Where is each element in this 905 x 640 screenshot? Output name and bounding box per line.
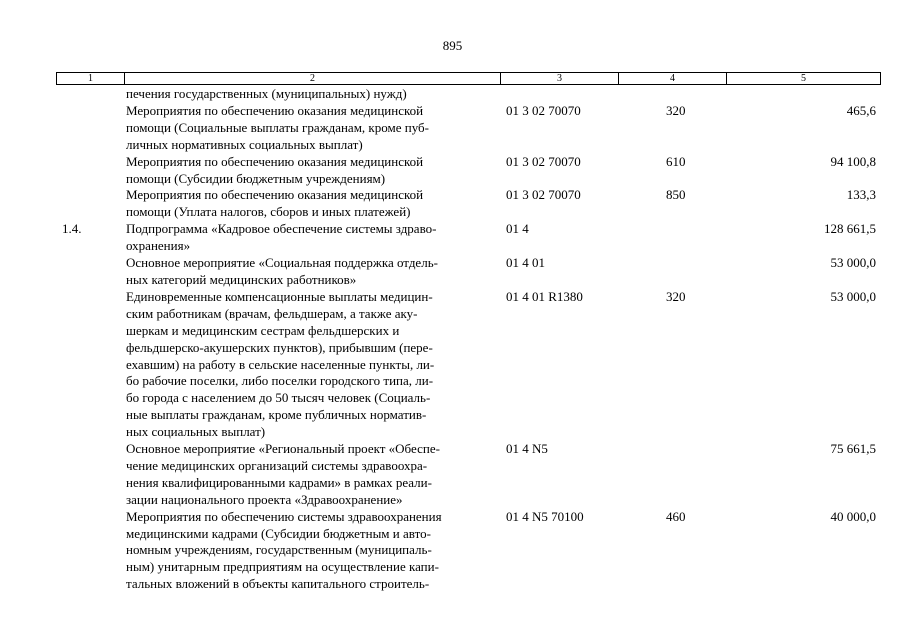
row-target-code: 01 4: [506, 221, 529, 237]
description-line: номным учреждениям, государственным (муниципаль-: [126, 542, 432, 558]
row-description: [126, 187, 500, 221]
table-row: [56, 154, 880, 188]
row-target-code: 01 4 N5: [506, 441, 548, 457]
description-line: тальных вложений в объекты капитального строитель-: [126, 576, 430, 592]
row-expense-type: [618, 441, 726, 509]
row-number: [56, 187, 126, 221]
row-sum: 40 000,0: [830, 508, 876, 524]
header-col-3: 3: [501, 73, 619, 85]
row-expense-type: 320: [666, 102, 686, 118]
row-sum: 53 000,0: [830, 255, 876, 271]
row-number: [56, 441, 126, 509]
row-description: [126, 86, 500, 103]
description-line: ных социальных выплат): [126, 424, 266, 440]
description-line: личных нормативных социальных выплат): [126, 136, 363, 152]
row-expense-type: [618, 86, 726, 103]
row-description: [126, 441, 500, 509]
header-col-4: 4: [619, 73, 727, 85]
row-description: [126, 289, 500, 441]
row-description: [126, 509, 500, 594]
description-line: охранения»: [126, 238, 191, 254]
description-line: ским работникам (врачам, фельдшерам, а также аку-: [126, 305, 418, 321]
row-number: [56, 289, 126, 441]
table-row: [56, 289, 880, 441]
row-sum: 128 661,5: [824, 221, 876, 237]
description-line: Подпрограмма «Кадровое обеспечение системы здраво-: [126, 221, 437, 237]
page-number: 895: [442, 38, 463, 53]
row-target-code: 01 4 N5 70100: [506, 508, 584, 524]
row-description: [126, 221, 500, 255]
row-number: [56, 103, 126, 154]
header-col-2: 2: [125, 73, 501, 85]
description-line: Основное мероприятие «Региональный проект «Обеспе-: [126, 441, 440, 457]
row-number: [56, 255, 126, 289]
row-number: [56, 154, 126, 188]
table-row: [56, 187, 880, 221]
description-line: печения государственных (муниципальных) нужд): [126, 86, 407, 101]
description-line: фельдшерско-акушерских пунктов), прибывшим (пере-: [126, 339, 433, 355]
table-row: [56, 221, 880, 255]
row-target-code: 01 4 01: [506, 255, 545, 271]
row-expense-type: 460: [666, 508, 686, 524]
header-col-1: 1: [57, 73, 125, 85]
row-target-code: 01 4 01 R1380: [506, 288, 583, 304]
table-row: [56, 103, 880, 154]
description-line: чение медицинских организаций системы здравоохра-: [126, 457, 428, 473]
description-line: ехавшим) на работу в сельские населенные пункты, ли-: [126, 356, 435, 372]
row-target-code: 01 3 02 70070: [506, 153, 581, 169]
description-line: медицинскими кадрами (Субсидии бюджетным и авто-: [126, 525, 431, 541]
column-number-header: [56, 72, 881, 85]
description-line: Единовременные компенсационные выплаты медицин-: [126, 288, 433, 304]
table-row: [56, 441, 880, 509]
row-sum: 465,6: [846, 102, 876, 118]
description-line: ных категорий медицинских работников»: [126, 271, 357, 287]
description-line: Мероприятия по обеспечению оказания медицинской: [126, 153, 424, 169]
description-line: помощи (Уплата налогов, сборов и иных платежей): [126, 204, 411, 220]
row-sum: 133,3: [846, 187, 876, 203]
description-line: нения квалифицированными кадрами» в рамках реали-: [126, 474, 432, 490]
row-sum: 94 100,8: [830, 153, 876, 169]
row-number: [56, 86, 126, 103]
description-line: бо рабочие поселки, либо поселки городского типа, ли-: [126, 373, 434, 389]
row-description: [126, 154, 500, 188]
row-expense-type: 320: [666, 288, 686, 304]
row-sum: 75 661,5: [830, 441, 876, 457]
row-expense-type: [618, 221, 726, 255]
description-line: ные выплаты гражданам, кроме публичных норматив-: [126, 407, 427, 423]
row-expense-type: [618, 255, 726, 289]
row-expense-type: 610: [666, 153, 686, 169]
description-line: Основное мероприятие «Социальная поддержка отдель-: [126, 255, 438, 271]
row-description: [126, 103, 500, 154]
description-line: зации национального проекта «Здравоохранение»: [126, 491, 403, 507]
description-line: помощи (Субсидии бюджетным учреждениям): [126, 170, 386, 186]
row-target-code: 01 3 02 70070: [506, 102, 581, 118]
row-sum: 53 000,0: [830, 288, 876, 304]
table-row: [56, 86, 880, 103]
row-description: [126, 255, 500, 289]
table-row: [56, 255, 880, 289]
description-line: ным) унитарным предприятиям на осуществление капи-: [126, 559, 439, 575]
row-sum: [726, 86, 880, 103]
table-row: [56, 509, 880, 594]
budget-table-body: [56, 86, 880, 593]
row-number: 1.4.: [62, 221, 82, 237]
header-col-5: 5: [727, 73, 881, 85]
description-line: Мероприятия по обеспечению системы здравоохранения: [126, 508, 442, 524]
description-line: бо города с населением до 50 тысяч человек (Социаль-: [126, 390, 431, 406]
row-target-code: 01 3 02 70070: [506, 187, 581, 203]
row-number: [56, 509, 126, 594]
row-target-code: [500, 86, 618, 103]
row-expense-type: 850: [666, 187, 686, 203]
description-line: помощи (Социальные выплаты гражданам, кроме пуб-: [126, 119, 429, 135]
description-line: Мероприятия по обеспечению оказания медицинской: [126, 102, 424, 118]
description-line: шеркам и медицинским сестрам фельдшерских и: [126, 322, 400, 338]
description-line: Мероприятия по обеспечению оказания медицинской: [126, 187, 424, 203]
